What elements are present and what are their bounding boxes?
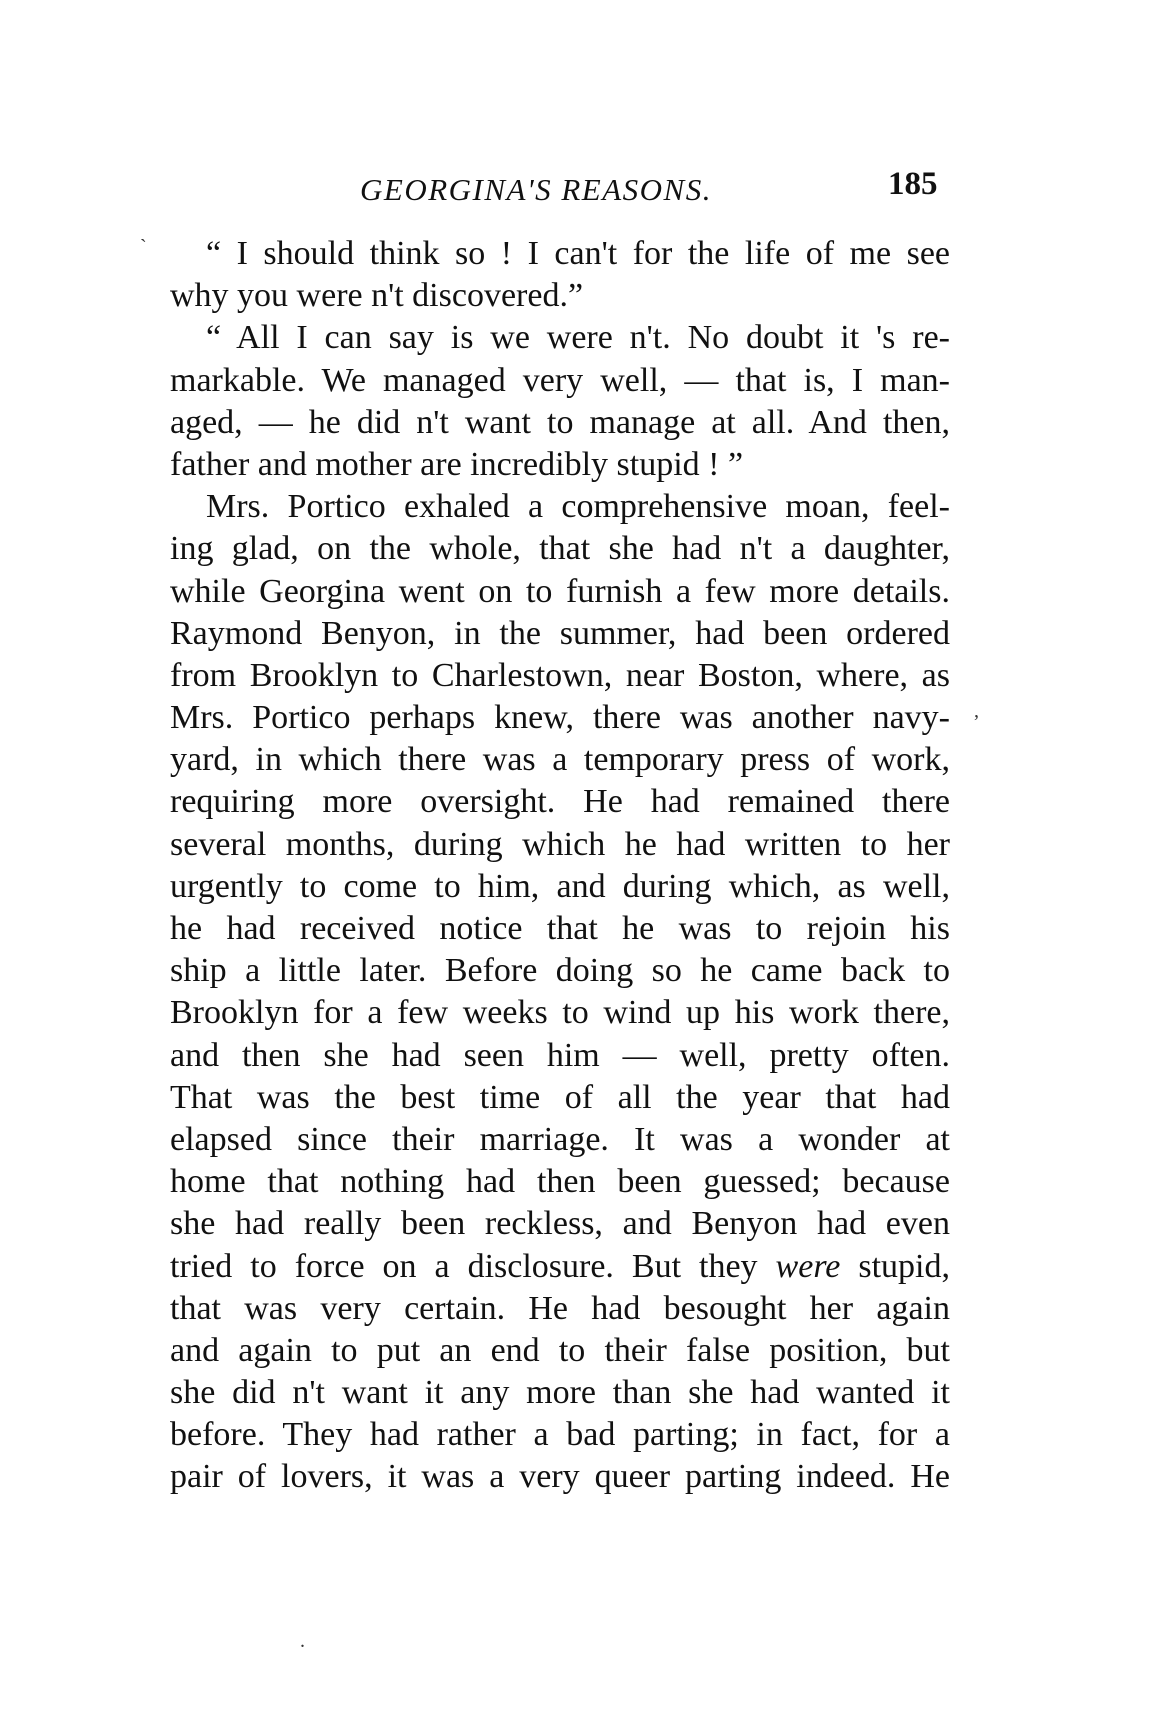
text-line: he had received notice that he was to rejoin his (170, 910, 950, 947)
text-line (170, 1246, 950, 1288)
running-title: GEORGINA'S REASONS. (360, 172, 712, 207)
page-number: 185 (888, 166, 938, 202)
stray-mark: , (974, 700, 979, 722)
stray-mark: ` (140, 236, 147, 258)
text-line: markable. We managed very well, — that is, I man- (170, 361, 950, 399)
text-line: while Georgina went on to furnish a few more details. (170, 572, 950, 610)
text-line: and then she had seen him — well, pretty often. (170, 1036, 950, 1074)
text-line: she did n't want it any more than she had wanted it (170, 1374, 950, 1412)
text-line: requiring more oversight. He had remained there (170, 783, 950, 821)
text-line: father and mother are incredibly stupid ! ” (170, 445, 744, 483)
text-line: Raymond Benyon, in the summer, had been ordered (170, 614, 950, 652)
text-line: she had really been reckless, and Benyon had even (170, 1205, 950, 1243)
text-line: elapsed since their marriage. It was a wonder at (170, 1120, 950, 1158)
italic-word: were (775, 1247, 841, 1285)
text-line: aged, — he did n't want to manage at all. And then, (170, 403, 950, 441)
text-line: ing glad, on the whole, that she had n't a daughter, (170, 530, 950, 568)
text-line: Mrs. Portico exhaled a comprehensive moan, feel- (206, 488, 950, 526)
text-line: before. They had rather a bad parting; in fact, for a (170, 1416, 950, 1454)
stray-mark: . (300, 1630, 305, 1652)
text-line: Brooklyn for a few weeks to wind up his work there, (170, 994, 950, 1032)
text-line: home that nothing had then been guessed; because (170, 1163, 950, 1201)
text-line: several months, during which he had written to her (170, 825, 950, 863)
text-line: urgently to come to him, and during which, as well, (170, 867, 950, 905)
text-segment: tried to force on a disclosure. But they (170, 1247, 758, 1285)
body-text (170, 233, 950, 1499)
text-line: from Brooklyn to Charlestown, near Boston, where, as (170, 656, 950, 694)
text-line: ship a little later. Before doing so he came back to (170, 952, 950, 990)
text-line: pair of lovers, it was a very queer parting indeed. He (170, 1458, 950, 1496)
text-line: and again to put an end to their false position, but (170, 1331, 950, 1369)
text-segment: stupid, (858, 1247, 950, 1285)
text-line: “ I should think so ! I can't for the life of me see (206, 235, 950, 272)
text-line: “ All I can say is we were n't. No doubt it 's re- (206, 319, 950, 357)
text-line: That was the best time of all the year that had (170, 1078, 950, 1116)
text-line: Mrs. Portico perhaps knew, there was another navy- (170, 699, 950, 737)
text-line: that was very certain. He had besought her again (170, 1289, 950, 1327)
text-line: why you were n't discovered.” (170, 277, 584, 315)
text-line: yard, in which there was a temporary press of work, (170, 741, 950, 779)
